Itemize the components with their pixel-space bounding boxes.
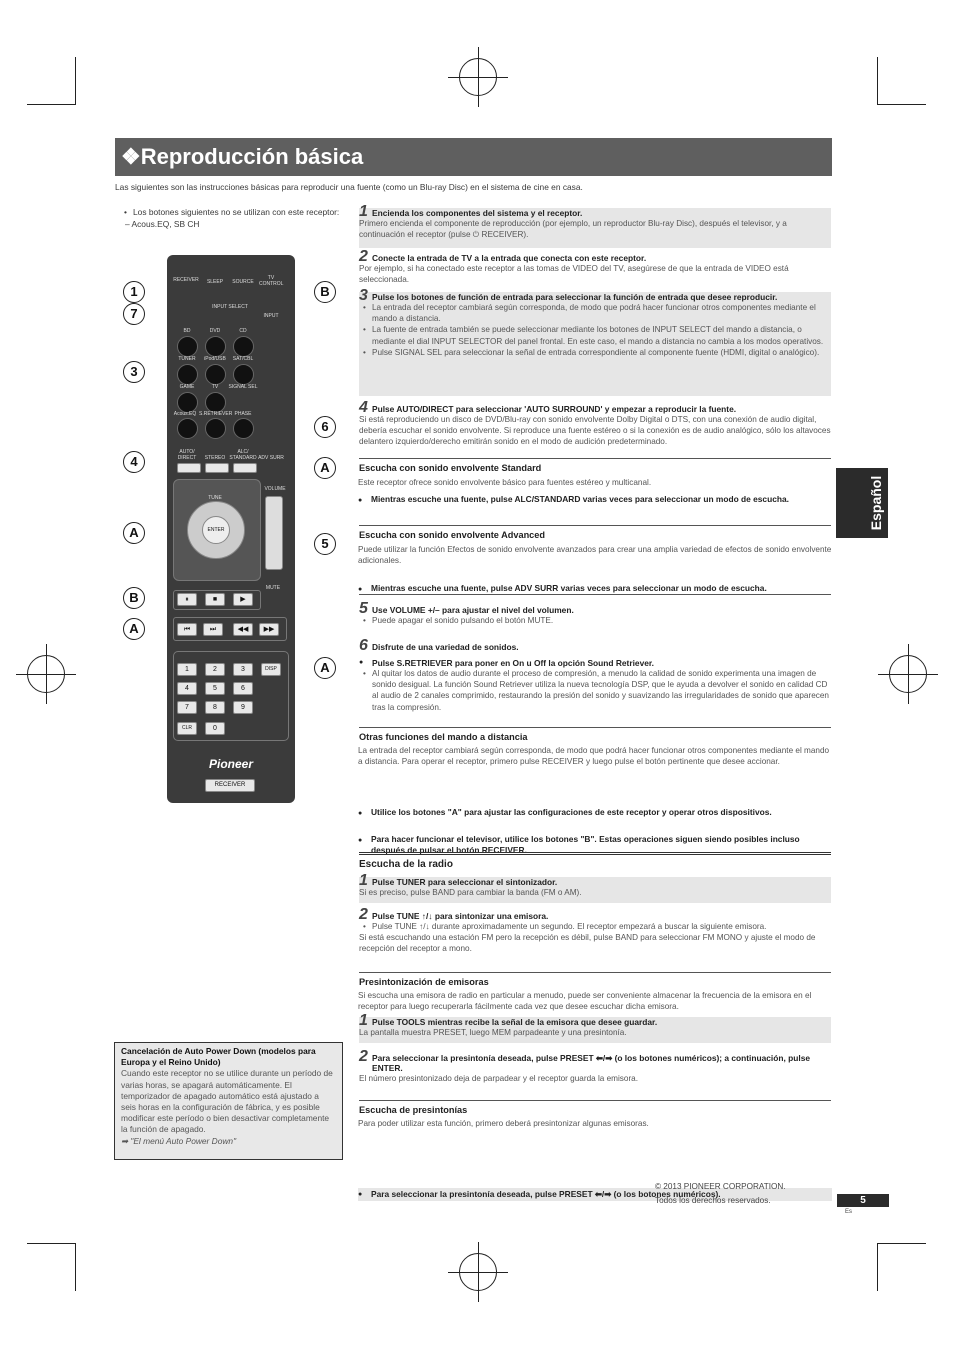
step-5: 5 Use VOLUME +/– para ajustar el nivel del volumen. • Puede apagar el sonido pulsando el botón MUTE.: [359, 594, 831, 626]
callout-7: 7: [123, 303, 145, 325]
pause-button: ⏸: [177, 593, 197, 606]
stereo-button: [205, 463, 229, 473]
preset-body: Si escucha una emisora de radio en particular a menudo, puede ser conveniente almacenar la frecuencia de la emisora en el receptor para luego recuperarla fácilmente cada vez que desee escuchar dicha emisora.: [358, 991, 812, 1012]
escucha-pres-heading: Escucha de presintonías: [359, 1100, 831, 1115]
s-retriever-button: [205, 418, 226, 439]
num-8: 8: [205, 701, 225, 714]
registration-mark: [27, 655, 65, 693]
callout-3: 3: [123, 361, 145, 383]
advanced-heading: Escucha con sonido envolvente Advanced: [359, 525, 831, 540]
bd-button: [177, 336, 198, 357]
registration-mark: [459, 1253, 497, 1291]
callout-b: B: [123, 587, 145, 609]
radio-step-2: 2 Pulse TUNE ↑/↓ para sintonizar una emisora. • Pulse TUNE ↑/↓ durante aproximadamente un segundo. El receptor empezará a buscar la siguiente emisora. Si está escuchando una estación FM pero la recepción es débil, pulse BAND para seleccionar FM MONO y ajuste el modo de recepción del receptor a mono.: [359, 911, 831, 955]
otras-body: La entrada del receptor cambiará según corresponda, de modo que podrá hacer funcionar otros componentes mediante el mando a distancia. Para operar el receptor, primero pulse RECEIVER y luego pulse el botón pertinente que desee accionar.: [358, 746, 830, 767]
crop-mark: [878, 104, 926, 105]
game-button: [177, 392, 198, 413]
step-4: 4 Pulse AUTO/DIRECT para seleccionar 'AUTO SURROUND' y empezar a reproducir la fuente. Si está reproduciendo un disco de DVD/Blu-ray con sonido envolvente Dolby Digital o DTS, con una conexión de audio digital, debería escuchar el sonido envolvente. Si reproduce una fuente estéreo o si la conexión es de audio analógico, sólo los altavoces delantero izquierdo/derecho emitirán sonido en el modo de audición predeterminado.: [359, 399, 831, 447]
num-9: 9: [233, 701, 253, 714]
callout-6: 6: [314, 416, 336, 438]
standard-dot: ● Mientras escuche una fuente, pulse ALC/STANDARD varias veces para seleccionar un modo de escucha.: [358, 494, 826, 505]
cd-button: [233, 336, 254, 357]
step-6: 6 Disfrute de una variedad de sonidos. ● Pulse S.RETRIEVER para poner en On u Off la opción Sound Retriever. • Al quitar los datos de audio durante el proceso de compresión, a menudo la calidad de sonido experimenta una imagen de sonido desigual. La función Sound Retriever utiliza la nueva tecnología DSP, que le ayuda a devolver el sonido en calidad CD al audio de 2 canales comprimido, restaurando la presión del sonido y suavizando las irregularidades de sonido que aparecen tras la compresión.: [359, 642, 831, 713]
otras-heading: Otras funciones del mando a distancia: [359, 727, 831, 742]
num-0: 0: [205, 722, 225, 735]
footer: © 2013 PIONEER CORPORATION. Todos los derechos reservados.: [655, 1182, 786, 1205]
num-4: 4: [177, 682, 197, 695]
alc-standard-button: [233, 463, 257, 473]
page-lang: Es: [845, 1209, 853, 1215]
phase-button: [233, 418, 254, 439]
preset-step-1: 1 Pulse TOOLS mientras recibe la señal de la emisora que desee guardar. La pantalla muestra PRESET, luego MEM parpadeante y una presintonía.: [359, 1017, 831, 1043]
clr-button: CLR: [177, 722, 197, 735]
num-1: 1: [177, 663, 197, 676]
standard-heading: Escucha con sonido envolvente Standard: [359, 458, 831, 473]
dvd-button: [205, 336, 226, 357]
num-6: 6: [233, 682, 253, 695]
num-7: 7: [177, 701, 197, 714]
radio-heading: Escucha de la radio: [359, 852, 831, 870]
tuner-button: [177, 364, 198, 385]
rew-button: ◀◀: [233, 623, 253, 636]
num-3: 3: [233, 663, 253, 676]
crop-mark: [877, 1243, 878, 1291]
registration-mark: [459, 58, 497, 96]
otras-dot-2: ● Para hacer funcionar el televisor, utilice los botones "B". Estas operaciones siguen siendo posibles incluso después de pulsar el botón RECEIVER.: [358, 834, 831, 856]
sat-button: [233, 364, 254, 385]
ff-button: ▶▶: [259, 623, 279, 636]
crop-mark: [878, 1243, 926, 1244]
crop-mark: [877, 57, 878, 105]
registration-mark: [889, 655, 927, 693]
enter-button: ENTER: [202, 516, 230, 544]
disp-button: DISP: [261, 663, 281, 676]
language-tab: Español: [836, 468, 888, 538]
step-1: 1 Encienda los componentes del sistema y el receptor. Primero encienda el componente de reproducción (por ejemplo, un reproductor Blu-ray Disc), después el televisor, y a continuación el receptor (pulse ⏻ RECEIVER).: [359, 208, 831, 248]
escucha-pres-dot: ● Para seleccionar la presintonía deseada, pulse PRESET ⬅/➡ (o los botones numéricos).: [358, 1188, 832, 1201]
acous-eq-button: [177, 418, 198, 439]
step-2: 2 Conecte la entrada de TV a la entrada que conecta con este receptor. Por ejemplo, si ha conectado este receptor a las tomas de VIDEO del TV, asegúrese de que la entrada de VIDEO está seleccionada.: [359, 248, 789, 285]
volume-rocker: [265, 496, 283, 570]
preset-step-2: 2 Para seleccionar la presintonía deseada, pulse PRESET ⬅/➡ (o los botones numéricos); a continuación, pulse ENTER. El número presintonizado deja de parpadear y el receptor guarda la emisora.: [359, 1048, 811, 1083]
step-3: 3 Pulse los botones de función de entrada para seleccionar la función de entrada que desee reproducir. • La entrada del receptor cambiará según corresponda, de modo que podrá hacer funcionar otros componentes mediante el mando a distancia. • La fuente de entrada también se puede seleccionar mediante los botones de INPUT SELECT del mando a distancia, o mediante el dial INPUT SELECTOR del panel frontal. En este caso, el mando a distancia no cambia a los modos operativos. • Pulse SIGNAL SEL para seleccionar la señal de entrada correspondiente al componente fuente (HDMI, digital o analógico).: [359, 292, 831, 396]
callout-a: A: [123, 522, 145, 544]
auto-direct-button: [177, 463, 201, 473]
crop-mark: [27, 1243, 75, 1244]
callout-4: 4: [123, 451, 145, 473]
callout-a: A: [123, 618, 145, 640]
next-button: ⏭: [203, 623, 223, 636]
escucha-pres-body: Para poder utilizar esta función, primero deberá presintonizar algunas emisoras.: [358, 1119, 649, 1128]
callout-5: 5: [314, 533, 336, 555]
radio-step-1: 1 Pulse TUNER para seleccionar el sintonizador. Si es preciso, pulse BAND para cambiar la banda (FM o AM).: [359, 877, 831, 903]
note: • Los botones siguientes no se utilizan con este receptor: – Acous.EQ, SB CH: [120, 207, 340, 230]
auto-power-down-box: Cancelación de Auto Power Down (modelos para Europa y el Reino Unido) Cuando este receptor no se utilice durante un período de varias horas, se apagará automáticamente. El temporizador de apagado automático está ajustado a seis horas en la configuración de fábrica, y es posible modificar este período o bien desactivar completamente la función de apagado. ➡ "El menú Auto Power Down": [114, 1042, 343, 1160]
crop-mark: [27, 104, 75, 105]
crop-mark: [75, 57, 76, 105]
callout-1: 1: [123, 281, 145, 303]
otras-dot-1: ● Utilice los botones "A" para ajustar las configuraciones de este receptor y operar otros dispositivos.: [358, 807, 845, 818]
standard-body: Este receptor ofrece sonido envolvente básico para fuentes estéreo y multicanal.: [358, 478, 652, 487]
advanced-body: Puede utilizar la función Efectos de sonido envolvente avanzados para crear una amplia variedad de efectos de sonido envolvente adicionales.: [358, 545, 832, 566]
num-5: 5: [205, 682, 225, 695]
callout-a: A: [314, 657, 336, 679]
preset-heading: Presintonización de emisoras: [359, 972, 831, 987]
intro-text: Las siguientes son las instrucciones básicas para reproducir una fuente (como un Blu-ray Disc) en el sistema de cine en casa.: [115, 182, 583, 192]
pioneer-logo: Pioneer: [208, 757, 253, 771]
tv-button: [205, 392, 226, 413]
remote-control-illustration: RECEIVER SLEEP SOURCE TV CONTROL INPUT INPUT SELECT BD DVD CD TUNER iPod/USB SAT/CBL GAME TV SIGNAL SEL Acous.EQ S.RETRIEVER PHASE AUTO/ DIRECT STEREO ALC/ STANDARD ADV SURR ENTER TUNE VOLUME MUTE ⏸ ■ ▶ ⏮ ⏭ ◀◀ ▶▶ 1 2 3 DISP 4 5 6 7 8 9 CLR 0 Pioneer RECEIVER: [167, 255, 295, 803]
ipod-button: [205, 364, 226, 385]
page-number: 5: [837, 1194, 889, 1207]
callout-b: B: [314, 281, 336, 303]
callout-a: A: [314, 457, 336, 479]
play-button: ▶: [233, 593, 253, 606]
prev-button: ⏮: [177, 623, 197, 636]
crop-mark: [75, 1243, 76, 1291]
stop-button: ■: [205, 593, 225, 606]
page-title: ❖Reproducción básica: [115, 138, 832, 176]
num-2: 2: [205, 663, 225, 676]
advanced-dot: ● Mientras escuche una fuente, pulse ADV SURR varias veces para seleccionar un modo de escucha.: [358, 583, 845, 594]
receiver-badge: RECEIVER: [205, 779, 255, 792]
